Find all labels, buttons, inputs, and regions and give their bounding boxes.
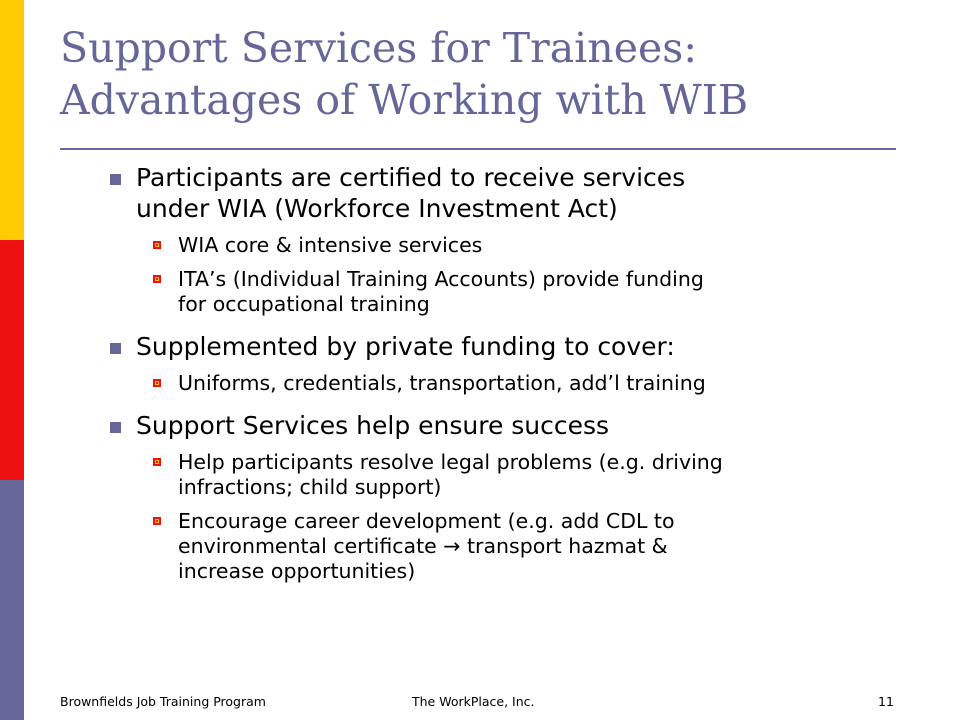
hollow-square-bullet-icon (153, 379, 161, 387)
slide-title (60, 22, 940, 126)
hollow-square-bullet-icon (153, 517, 161, 525)
sub-bullet-text-line: Help participants resolve legal problems (e.g. driving (178, 450, 723, 474)
sub-bullet-legal-problems (148, 450, 908, 500)
sub-bullet-wia-core (148, 233, 908, 258)
sub-bullet-text-line: infractions; child support) (178, 475, 442, 499)
square-bullet-icon (110, 343, 121, 354)
hollow-square-bullet-icon (153, 241, 161, 249)
sub-bullet-text-line: for occupational training (178, 292, 430, 316)
bullet-text-line: Participants are certified to receive services (136, 163, 686, 192)
sub-bullet-uniforms (148, 371, 908, 396)
bullet-text-line: under WIA (Workforce Investment Act) (136, 194, 618, 223)
right-arrow-icon: → (443, 534, 461, 558)
bullet-private-funding (108, 331, 908, 362)
sub-bullet-text-line-with-arrow (178, 534, 908, 559)
slide-body (108, 162, 908, 584)
sub-bullet-text-line: increase opportunities) (178, 559, 416, 583)
slide-title-line-1: Support Services for Trainees: (60, 24, 698, 72)
accent-bar-yellow (0, 0, 24, 240)
sub-bullet-text-segment: transport hazmat & (460, 534, 668, 558)
bullet-wia-certification (108, 162, 908, 224)
accent-bar-purple (0, 480, 24, 720)
bullet-support-services (108, 410, 908, 441)
sub-bullet-text-line: Encourage career development (e.g. add CDL to (178, 509, 675, 533)
bullet-text-line: Supplemented by private funding to cover: (136, 332, 675, 361)
sub-bullet-text-line: WIA core & intensive services (178, 233, 483, 257)
footer-organization: The WorkPlace, Inc. (412, 694, 535, 709)
sub-bullet-text-line: ITA’s (Individual Training Accounts) provide funding (178, 267, 704, 291)
square-bullet-icon (110, 422, 121, 433)
square-bullet-icon (110, 174, 121, 185)
sub-bullet-text-line: Uniforms, credentials, transportation, add’l training (178, 371, 706, 395)
footer-program-name: Brownfields Job Training Program (60, 694, 266, 709)
sub-bullet-text-segment: environmental certificate (178, 534, 444, 558)
sub-bullet-ita-funding (148, 267, 908, 317)
footer-page-number: 11 (878, 694, 894, 709)
hollow-square-bullet-icon (153, 458, 161, 466)
slide-title-line-2: Advantages of Working with WIB (60, 76, 749, 124)
hollow-square-bullet-icon (153, 275, 161, 283)
bullet-text-line: Support Services help ensure success (136, 411, 610, 440)
sub-bullet-career-development (148, 509, 908, 584)
accent-bar-red (0, 240, 24, 480)
title-divider (60, 148, 896, 150)
